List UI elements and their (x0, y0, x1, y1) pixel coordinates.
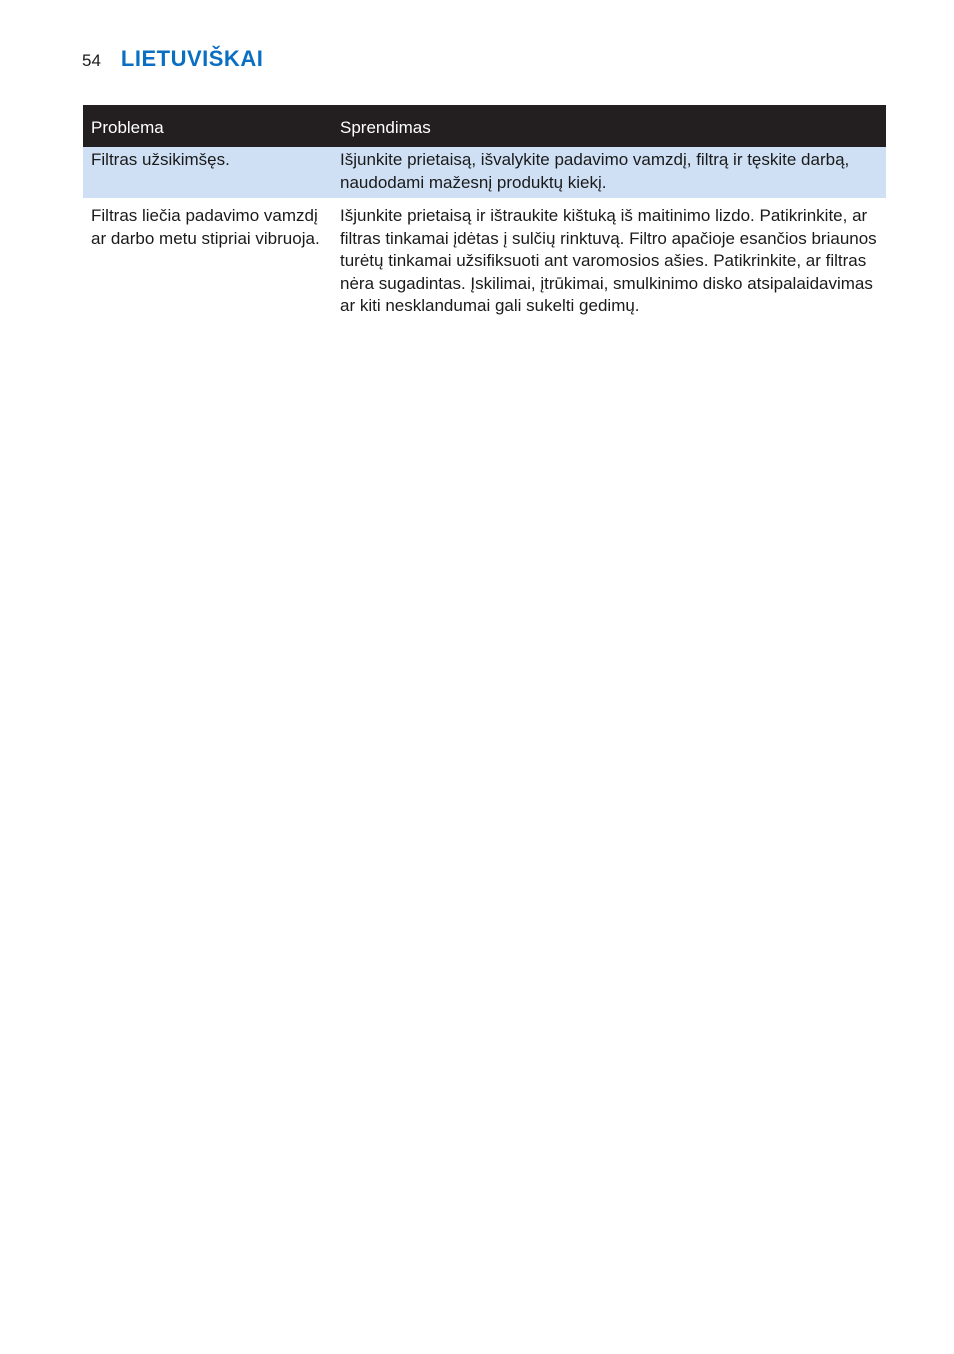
table-body (83, 147, 886, 322)
table-header-row (83, 105, 886, 147)
troubleshooting-table (83, 105, 886, 322)
table-header (83, 105, 886, 147)
solution-cell: Išjunkite prietaisą ir ištraukite kištuką iš maitinimo lizdo. Patikrinkite, ar filtras tinkamai įdėtas į sulčių rinktuvą. Filtro apačioje esančios briaunos turėtų tinkamai užsifiksuoti ant varomosios ašies. Patikrinkite, ar filtras nėra sugadintas. Įskilimai, įtrūkimai, smulkinimo disko atsipalaidavimas ar kiti nesklandumai gali sukelti gedimų. (332, 199, 886, 322)
page-header (82, 46, 263, 72)
table-row (83, 199, 886, 322)
column-header-solution: Sprendimas (332, 105, 886, 147)
problem-cell: Filtras liečia padavimo vamzdį ar darbo metu stipriai vibruoja. (83, 199, 332, 322)
problem-cell: Filtras užsikimšęs. (83, 147, 332, 199)
section-title: LIETUVIŠKAI (120, 46, 264, 71)
table-row (83, 147, 886, 199)
column-header-problem: Problema (83, 105, 332, 147)
solution-cell: Išjunkite prietaisą, išvalykite padavimo vamzdį, filtrą ir tęskite darbą, naudodami mažesnį produktų kiekį. (332, 147, 886, 199)
page-number: 54 (82, 51, 101, 70)
